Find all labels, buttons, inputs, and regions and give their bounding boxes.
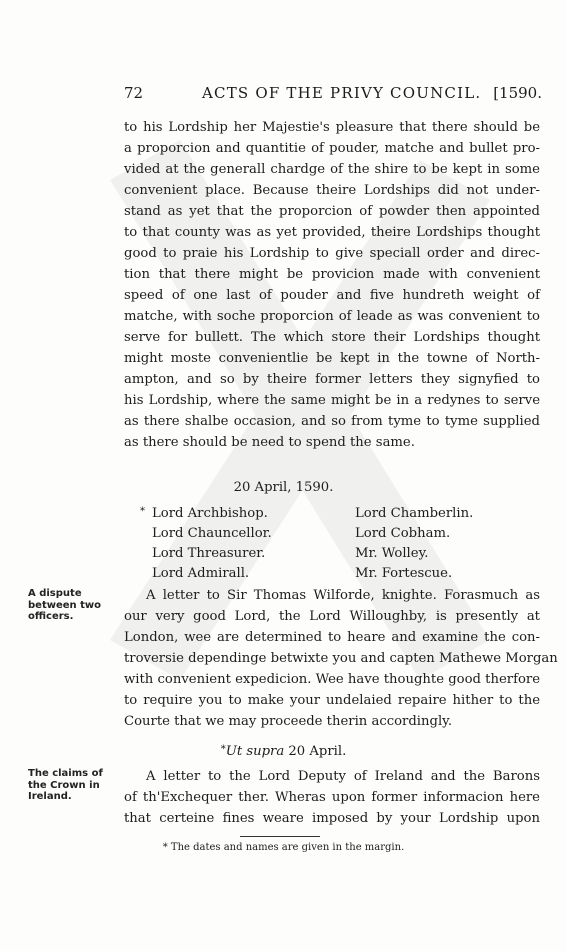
text-line: London, wee are determined to heare and examine the con- xyxy=(124,630,540,645)
text-line: stand as yet that the proporcion of powder then appointed xyxy=(124,204,540,219)
attendee: Lord Admirall. xyxy=(152,566,250,581)
text-line: as there shalbe occasion, and so from tyme to tyme supplied xyxy=(124,414,540,429)
text-line: speed of one last of pouder and five hundreth weight of xyxy=(124,288,540,303)
text-line: convenient place. Because theire Lordships did not under- xyxy=(124,183,540,198)
text-line: troversie dependinge betwixte you and capten Mathewe Morgan xyxy=(124,651,558,666)
marginal-star: * xyxy=(220,744,226,755)
text-line: vided at the generall chardge of the shire to be kept in some xyxy=(124,162,540,177)
text-line: of th'Exchequer ther. Wheras upon former informacion here xyxy=(124,790,540,805)
date-heading-2: *Ut supra 20 April. xyxy=(220,744,347,759)
text-line: ampton, and so by theire former letters they signyfied to xyxy=(124,372,540,387)
footnote-rule xyxy=(240,836,320,837)
marginal-note: A dispute between two officers. xyxy=(28,588,102,622)
running-header xyxy=(124,84,542,106)
page-number: 72 xyxy=(124,84,144,102)
attendee: Mr. Wolley. xyxy=(355,546,429,561)
text-line: good to praie his Lordship to give speciall order and direc- xyxy=(124,246,540,261)
text-line: to his Lordship her Majestie's pleasure that there should be xyxy=(124,120,540,135)
text-line: a proporcion and quantitie of pouder, matche and bullet pro- xyxy=(124,141,540,156)
marginal-note: The claims of the Crown in Ireland. xyxy=(28,768,103,802)
footnote: * The dates and names are given in the margin. xyxy=(162,842,405,853)
text-line: our very good Lord, the Lord Willoughby, is presently at xyxy=(124,609,540,624)
running-year: [1590. xyxy=(493,84,542,102)
text-line: with convenient expedicion. Wee have thoughte good therfore xyxy=(124,672,540,687)
text-line: serve for bullett. The which store their Lordships thought xyxy=(124,330,540,345)
attendee: Lord Threasurer. xyxy=(152,546,266,561)
text-line: as there should be need to spend the same. xyxy=(124,435,415,450)
text-line: his Lordship, where the same might be in a redynes to serve xyxy=(124,393,540,408)
date-heading: 20 April, 1590. xyxy=(233,480,334,495)
text-line: A letter to the Lord Deputy of Ireland and the Barons xyxy=(146,769,540,784)
text-line: to require you to make your undelaied repaire hither to the xyxy=(124,693,540,708)
text-line: A letter to Sir Thomas Wilforde, knighte. Forasmuch as xyxy=(146,588,540,603)
attendee: * Lord Archbishop. xyxy=(152,504,268,524)
attendee: Lord Chamberlin. xyxy=(355,506,474,521)
attendee: Mr. Fortescue. xyxy=(355,566,453,581)
attendee: Lord Cobham. xyxy=(355,526,451,541)
text-line: matche, with soche proporcion of leade as was convenient to xyxy=(124,309,540,324)
running-title: ACTS OF THE PRIVY COUNCIL. xyxy=(202,84,482,102)
text-line: might moste convenientlie be kept in the towne of North- xyxy=(124,351,540,366)
text-line: to that county was as yet provided, theire Lordships thought xyxy=(124,225,540,240)
attendee: Lord Chauncellor. xyxy=(152,526,272,541)
text-line: Courte that we may proceede therin accordingly. xyxy=(124,714,453,729)
text-line: tion that there might be provicion made with convenient xyxy=(124,267,540,282)
marginal-star: * xyxy=(140,506,145,517)
text-line: that certeine fines weare imposed by your Lordship upon xyxy=(124,811,540,826)
